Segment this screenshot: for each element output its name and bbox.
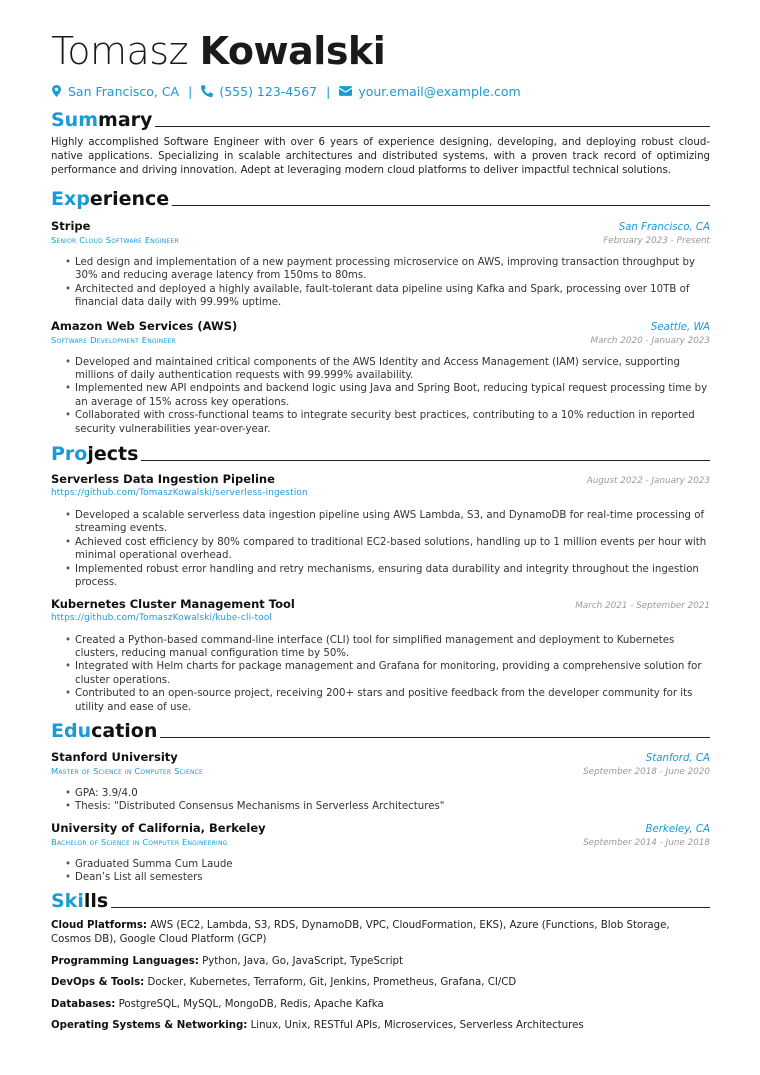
contact-email[interactable]: your.email@example.com [358,83,521,99]
list-item: • Implemented robust error handling and retry mechanisms, ensuring data durability and integrity throughout the ingestion process. [65,563,710,590]
entry-dates: March 2021 - September 2021 [575,600,710,611]
bullet-list [51,787,710,814]
list-item: • Dean’s List all semesters [65,871,710,884]
entry-location: Berkeley, CA [645,823,710,835]
company-name: Amazon Web Services (AWS) [51,318,238,333]
project-name: Serverless Data Ingestion Pipeline [51,472,275,487]
phone-icon [201,85,213,97]
section-title: Skills [51,889,109,912]
list-item: • Graduated Summa Cum Laude [65,858,710,871]
section-rule [141,460,710,461]
entry-location: Stanford, CA [645,752,710,764]
list-item: • Developed a scalable serverless data ingestion pipeline using AWS Lambda, S3, and DynamoDB for real-time processing of streaming events. [65,509,710,536]
section-rule [111,907,710,908]
envelope-icon [339,86,352,96]
skills-section-header [51,889,710,913]
degree: Bachelor of Science in Computer Engineering [51,836,228,847]
bullet-list [51,634,710,714]
entry-dates: March 2020 - January 2023 [590,335,710,346]
map-marker-icon [51,85,62,97]
company-name: Stripe [51,219,91,233]
skill-values: PostgreSQL, MySQL, MongoDB, Redis, Apache Kafka [115,998,384,1010]
section-rule [172,205,710,206]
skill-category: Databases: [51,998,116,1010]
job-title: Senior Cloud Software Engineer [51,235,179,245]
section-title: Experience [51,188,170,210]
skill-values: Python, Java, Go, JavaScript, TypeScript [198,955,403,967]
entry-dates: September 2018 - June 2020 [583,766,710,777]
list-item: • Collaborated with cross-functional teams to integrate security best practices, contributing to a 10% reduction in reported security vulnerabilities year-over-year. [65,409,710,436]
list-item: • Architected and deployed a highly available, fault-tolerant data pipeline using Kafka and Spark, processing over 10TB of financial data daily with 99.99% uptime. [65,283,710,310]
entry-location: San Francisco, CA [618,222,710,233]
list-item: • Led design and implementation of a new payment processing microservice on AWS, improving transaction throughput by 30% and reducing average latency from 150ms to 80ms. [65,256,710,283]
skill-category: Cloud Platforms: [51,919,147,931]
project-link[interactable]: https://github.com/TomaszKowalski/serverless-ingestion [51,488,308,499]
bullet-list [51,256,710,310]
experience-entry [51,219,710,310]
entry-dates: February 2023 - Present [603,236,710,246]
list-item: • Developed and maintained critical components of the AWS Identity and Access Management (IAM) service, supporting millions of daily authentication requests with 99.999% availability. [65,356,710,383]
skill-line [51,1019,710,1034]
skill-category: DevOps & Tools: [51,977,145,989]
list-item: • Integrated with Helm charts for package management and Grafana for monitoring, providing a comprehensive solution for cluster operations. [65,660,710,687]
candidate-name [51,28,710,74]
entry-dates: September 2014 - June 2018 [583,837,710,848]
experience-entry [51,319,710,436]
last-name: Kowalski [199,29,386,73]
contact-phone[interactable]: (555) 123-4567 [219,83,318,99]
contact-bar [51,82,710,100]
bullet-list [51,858,710,885]
summary-section-header [51,108,710,132]
contact-separator: | [188,83,193,99]
education-entry [51,821,710,885]
resume-page [51,28,710,1034]
first-name: Tomasz [51,29,189,73]
skill-category: Operating Systems & Networking: [51,1020,248,1032]
list-item: • Achieved cost efficiency by 80% compared to traditional EC2-based solutions, handling up to 1 million events per hour with minimal operational overhead. [65,536,710,563]
education-entry [51,750,710,814]
skill-line [51,955,710,970]
projects-section-header [51,442,710,466]
list-item: • Contributed to an open-source project, receiving 200+ stars and positive feedback from the developer community for its utility and ease of use. [65,687,710,714]
bullet-list [51,509,710,589]
project-link[interactable]: https://github.com/TomaszKowalski/kube-cli-tool [51,612,273,623]
project-entry [51,472,710,589]
section-title: Education [51,719,158,742]
project-entry [51,597,710,714]
skill-line [51,998,710,1013]
contact-separator: | [326,83,331,99]
skill-values: AWS (EC2, Lambda, S3, RDS, DynamoDB, VPC, CloudFormation, EKS), Azure (Functions, Blob Storage, Cosmos DB), Google Cloud Platform (GCP) [51,919,670,946]
list-item: • Implemented new API endpoints and backend logic using Java and Spring Boot, reducing typical request processing time by an average of 15% across key operations. [65,382,710,409]
education-section-header [51,719,710,743]
summary-text: Highly accomplished Software Engineer with over 6 years of experience designing, developing, and deploying robust cloud-native applications. Specializing in scalable architectures and distributed systems, with a proven track record of optimizing performance and driving innovation. Adept at leveraging modern cloud platforms to deliver impactful technical solutions. [51,137,710,176]
skill-line [51,919,710,948]
list-item: • Created a Python-based command-line interface (CLI) tool for simplified management and deployment to Kubernetes clusters, reducing manual configuration time by 50%. [65,634,710,661]
job-title: Software Development Engineer [51,334,176,345]
list-item: • Thesis: "Distributed Consensus Mechanisms in Serverless Architectures" [65,800,710,813]
skill-line [51,976,710,991]
project-name: Kubernetes Cluster Management Tool [51,596,295,611]
contact-location: San Francisco, CA [68,83,180,99]
experience-section-header [51,187,710,211]
entry-dates: August 2022 - January 2023 [586,476,710,487]
school-name: Stanford University [51,749,178,764]
section-rule [160,737,710,738]
degree: Master of Science in Computer Science [51,765,204,776]
skill-category: Programming Languages: [51,955,199,967]
school-name: University of California, Berkeley [51,820,266,835]
skill-values: Linux, Unix, RESTful APIs, Microservices, Serverless Architectures [247,1020,584,1032]
bullet-list [51,356,710,436]
skill-values: Docker, Kubernetes, Terraform, Git, Jenkins, Prometheus, Grafana, CI/CD [144,977,517,989]
section-rule [155,126,710,127]
section-title: Summary [51,109,153,131]
list-item: • GPA: 3.9/4.0 [65,787,710,800]
section-title: Projects [51,443,139,466]
entry-location: Seattle, WA [650,321,710,333]
